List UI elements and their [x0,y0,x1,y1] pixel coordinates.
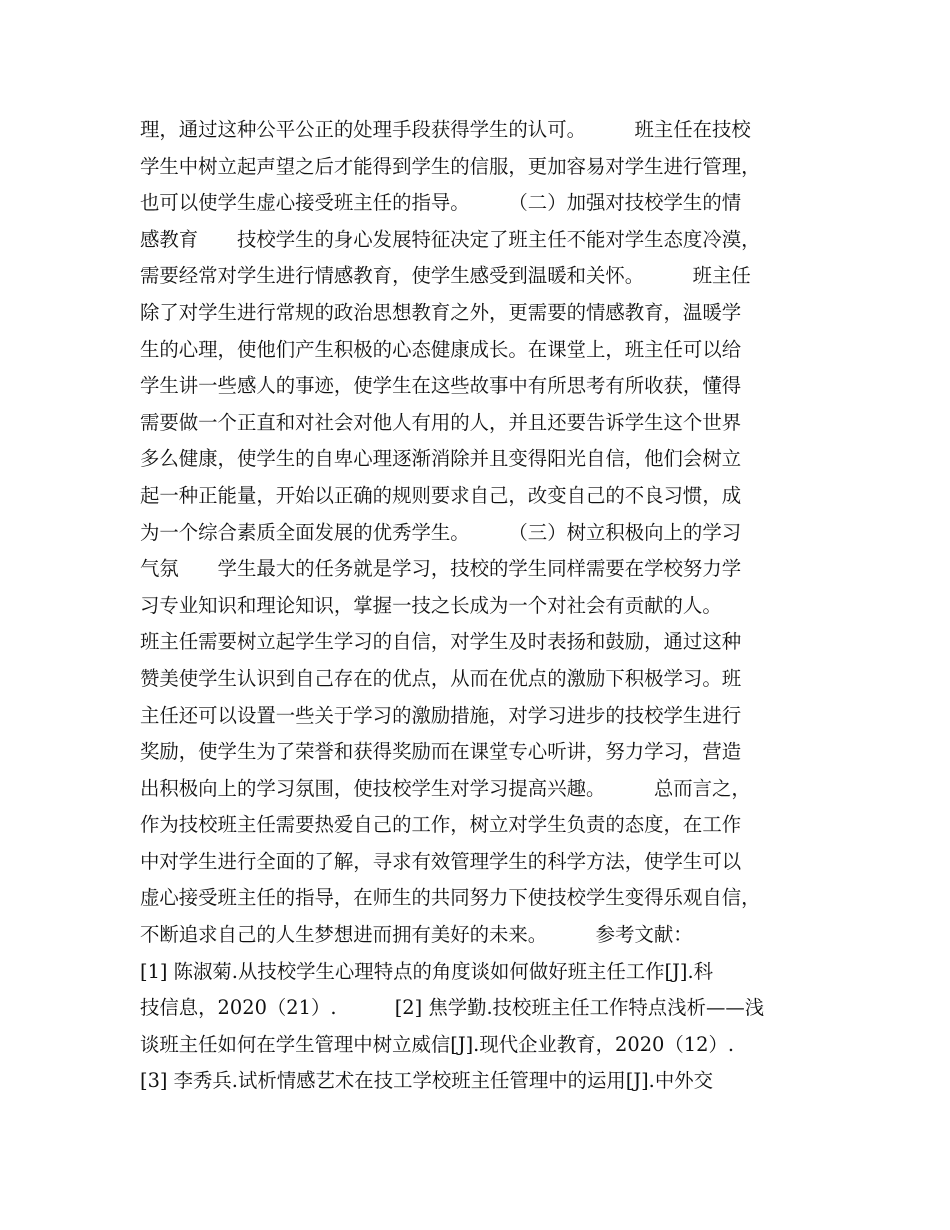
text-line: 班主任需要树立起学生学习的自信，对学生及时表扬和鼓励，通过这种 [140,630,742,654]
text-line: 起一种正能量，开始以正确的规则要求自己，改变自己的不良习惯，成 [140,483,742,507]
text-line: 习专业知识和理论知识，掌握一技之长成为一个对社会有贡献的人。 [140,593,722,617]
text-line: 也可以使学生虚心接受班主任的指导。 （二）加强对技校学生的情 [140,191,742,215]
reference-line: 技信息，2020（21）. [2] 焦学勤.技校班主任工作特点浅析——浅 [140,996,765,1020]
text-line: 需要做一个正直和对社会对他人有用的人，并且还要告诉学生这个世界 [140,410,742,434]
text-line: 多么健康，使学生的自卑心理逐渐消除并且变得阳光自信，他们会树立 [140,447,742,471]
text-line: 中对学生进行全面的了解，寻求有效管理学生的科学方法，使学生可以 [140,849,742,873]
text-line: 学生中树立起声望之后才能得到学生的信服，更加容易对学生进行管理， [140,154,761,178]
text-line: 不断追求自己的人生梦想进而拥有美好的未来。 参考文献： [140,923,693,947]
reference-line: 谈班主任如何在学生管理中树立威信[J].现代企业教育，2020（12）. [140,1032,735,1056]
text-line: 出积极向上的学习氛围，使技校学生对学习提高兴趣。 总而言之， [140,776,751,800]
text-line: 除了对学生进行常规的政治思想教育之外，更需要的情感教育，温暖学 [140,300,742,324]
text-line: 赞美使学生认识到自己存在的优点，从而在优点的激励下积极学习。班 [140,666,742,690]
text-line: 学生讲一些感人的事迹，使学生在这些故事中有所思考有所收获，懂得 [140,374,742,398]
text-line: 奖励，使学生为了荣誉和获得奖励而在课堂专心听讲，努力学习，营造 [140,740,742,764]
reference-line: [3] 李秀兵.试析情感艺术在技工学校班主任管理中的运用[J].中外交 [140,1069,714,1093]
text-line: 为一个综合素质全面发展的优秀学生。 （三）树立积极向上的学习 [140,520,742,544]
text-line: 主任还可以设置一些关于学习的激励措施，对学习进步的技校学生进行 [140,703,742,727]
body-text [140,112,820,1100]
reference-line: [1] 陈淑菊.从技校学生心理特点的角度谈如何做好班主任工作[J].科 [140,959,714,983]
text-line: 需要经常对学生进行情感教育，使学生感受到温暖和关怀。 班主任 [140,264,751,288]
text-line: 生的心理，使他们产生积极的心态健康成长。在课堂上，班主任可以给 [140,337,742,361]
text-line: 理，通过这种公平公正的处理手段获得学生的认可。 班主任在技校 [140,118,751,141]
text-line: 虚心接受班主任的指导，在师生的共同努力下使技校学生变得乐观自信， [140,886,761,910]
text-line: 作为技校班主任需要热爱自己的工作，树立对学生负责的态度，在工作 [140,813,742,837]
text-line: 气氛 学生最大的任务就是学习，技校的学生同样需要在学校努力学 [140,557,742,581]
text-line: 感教育 技校学生的身心发展特征决定了班主任不能对学生态度冷漠， [140,227,761,251]
